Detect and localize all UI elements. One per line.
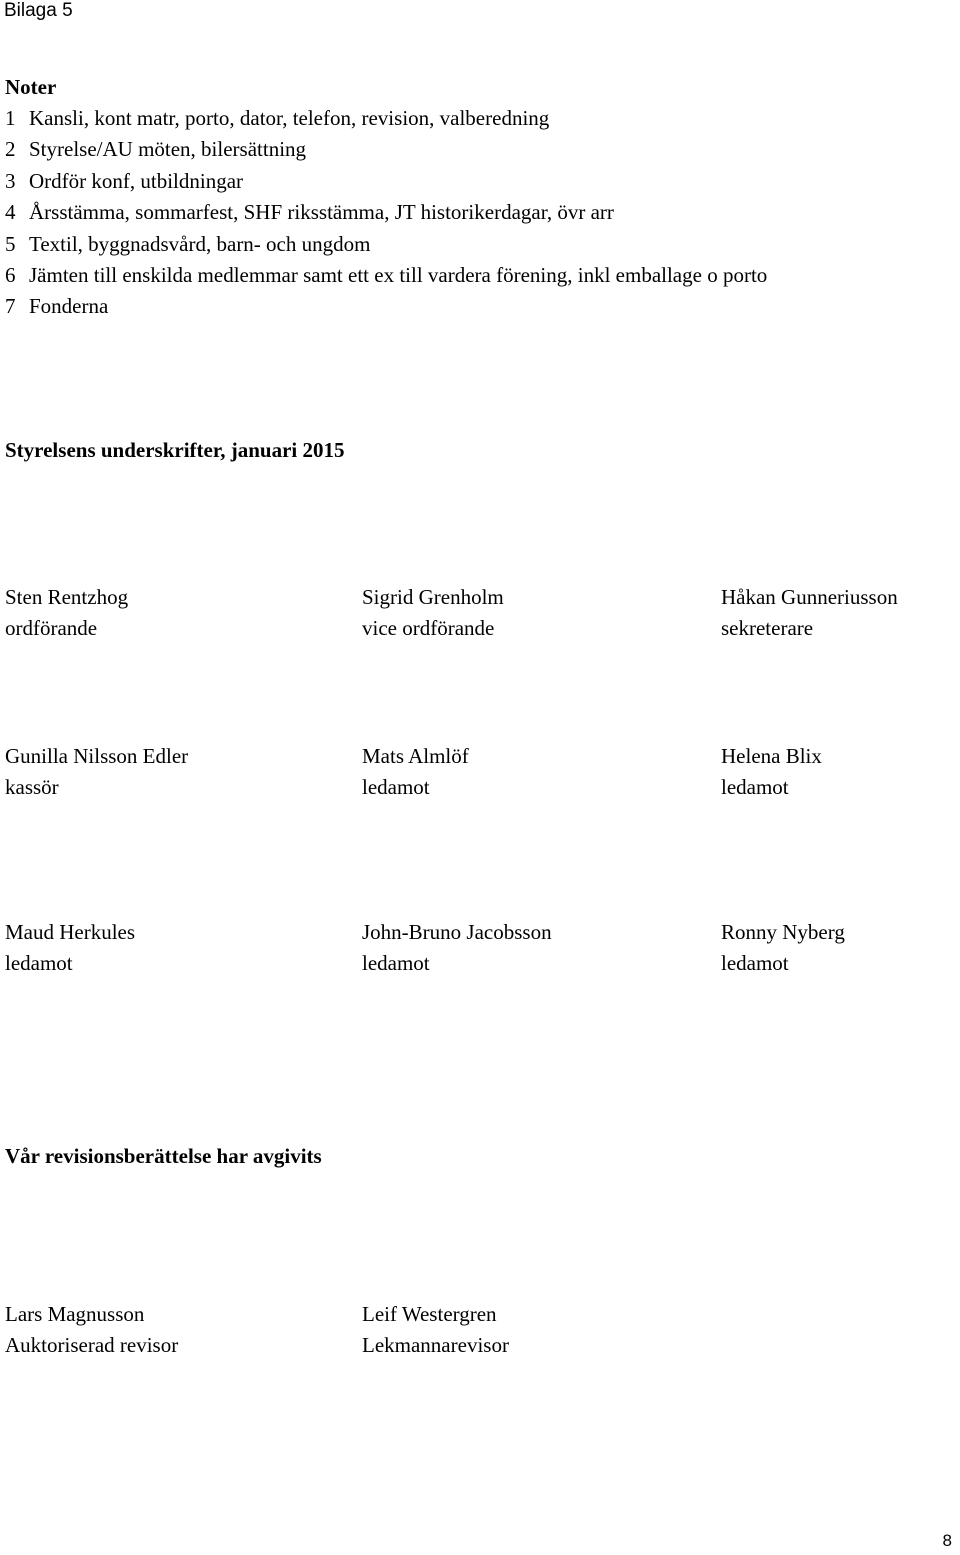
signatory-role: kassör — [5, 775, 59, 800]
signature-block — [362, 917, 552, 980]
note-item — [5, 103, 767, 134]
note-text: Jämten till enskilda medlemmar samt ett ex till vardera förening, inkl emballage o porto — [29, 263, 768, 288]
signatory-role: ledamot — [5, 951, 73, 976]
note-text: Kansli, kont matr, porto, dator, telefon, revision, valberedning — [29, 106, 550, 130]
notes-heading: Noter — [5, 75, 57, 99]
note-item — [5, 197, 767, 228]
signatory-role: vice ordförande — [362, 616, 495, 641]
note-item — [5, 134, 767, 165]
note-number: 1 — [5, 106, 16, 130]
note-text: Styrelse/AU möten, bilersättning — [29, 137, 307, 162]
signature-block — [5, 741, 188, 804]
signature-block — [362, 1299, 509, 1362]
note-number: 6 — [5, 263, 16, 288]
note-text: Fonderna — [29, 294, 109, 319]
signatory-name: Lars Magnusson — [5, 1302, 145, 1326]
signatory-name: Gunilla Nilsson Edler — [5, 744, 189, 768]
signatory-name: Sigrid Grenholm — [362, 585, 504, 609]
signatory-role: Lekmannarevisor — [362, 1333, 509, 1358]
signature-block — [5, 582, 128, 645]
signature-block — [721, 741, 822, 804]
signatory-role: ordförande — [5, 616, 98, 641]
note-text: Ordför konf, utbildningar — [29, 168, 244, 193]
signatory-name: Sten Rentzhog — [5, 585, 129, 609]
signature-block — [721, 582, 898, 645]
signatory-role: ledamot — [721, 951, 789, 976]
signatory-name: Ronny Nyberg — [721, 920, 845, 944]
note-text: Årsstämma, sommarfest, SHF riksstämma, JT historikerdagar, övr arr — [29, 200, 614, 225]
signature-block — [5, 917, 135, 980]
note-number: 5 — [5, 231, 16, 256]
signatory-role: ledamot — [362, 951, 430, 976]
note-item — [5, 260, 767, 291]
signature-block — [721, 917, 845, 980]
signatory-role: ledamot — [721, 775, 789, 800]
attachment-label: Bilaga 5 — [4, 0, 73, 21]
signatory-name: Maud Herkules — [5, 920, 136, 944]
note-item — [5, 229, 767, 260]
signatory-name: Mats Almlöf — [362, 744, 469, 768]
board-signatures-heading: Styrelsens underskrifter, januari 2015 — [5, 438, 345, 462]
note-item — [5, 291, 767, 322]
signature-block — [362, 582, 504, 645]
signatory-role: ledamot — [362, 775, 430, 800]
note-number: 4 — [5, 200, 16, 225]
audit-heading: Vår revisionsberättelse har avgivits — [5, 1144, 322, 1168]
signature-block — [362, 741, 469, 804]
signatory-name: John-Bruno Jacobsson — [362, 920, 552, 944]
note-item — [5, 166, 767, 197]
signatory-name: Helena Blix — [721, 744, 822, 768]
notes-list — [5, 103, 767, 323]
note-text: Textil, byggnadsvård, barn- och ungdom — [29, 231, 371, 256]
signatory-name: Leif Westergren — [362, 1302, 497, 1326]
signatory-name: Håkan Gunneriusson — [721, 585, 898, 609]
signatory-role: Auktoriserad revisor — [5, 1333, 179, 1358]
note-number: 2 — [5, 137, 16, 162]
page-number: 8 — [942, 1531, 952, 1550]
note-number: 7 — [5, 294, 16, 319]
note-number: 3 — [5, 168, 16, 193]
signatory-role: sekreterare — [721, 616, 814, 641]
signature-block — [5, 1299, 178, 1362]
